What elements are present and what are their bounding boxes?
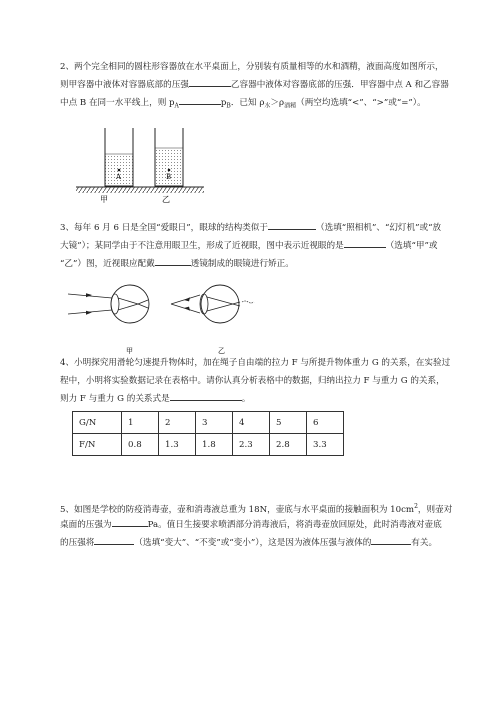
- q2-line-2: [60, 76, 470, 94]
- q2-answer-blank-1[interactable]: [189, 76, 231, 87]
- table-cell: 2.8: [270, 434, 307, 456]
- q3-text-2b: （选填“甲”或: [385, 241, 438, 251]
- q4-line-1: [60, 354, 470, 372]
- q2-text-2b: 乙容器中液体对容器底部的压强．甲容器中点 A 和乙容器: [230, 80, 449, 90]
- q3-answer-blank-3[interactable]: [155, 255, 191, 266]
- table-row: [73, 412, 344, 434]
- q2-sub-b: B: [226, 102, 231, 110]
- q3-label-yi: 乙: [218, 347, 225, 355]
- q3-label-jia: 甲: [126, 347, 133, 355]
- q5-text-2b: Pa。值日生接要求喷洒部分消毒液后，将消毒壶放回原处，此时消毒液对壶底: [147, 520, 442, 530]
- q2-text-3e: （两空均选填“<”、“>”或“=”）。: [296, 98, 426, 108]
- q2-text-2a: 则甲容器中液体对容器底部的压强: [60, 80, 189, 90]
- q3-answer-blank-1[interactable]: [268, 219, 316, 230]
- table-header-g: G/N: [73, 412, 122, 434]
- q4-line-2: [60, 372, 470, 390]
- q2-label-yi: 乙: [162, 195, 170, 204]
- q5-text-1b: ，则壶对: [417, 504, 453, 515]
- q2-text-3b: p: [220, 98, 227, 108]
- q4-answer-blank[interactable]: [170, 390, 242, 401]
- q2-label-jia: 甲: [100, 195, 108, 204]
- q3-text-2a: 大镜”）；某同学由于不注意用眼卫生，形成了近视眼，图中表示近视眼的是: [60, 241, 344, 251]
- q5-text-3c: 有关。: [411, 538, 438, 548]
- q5-answer-blank-2[interactable]: [94, 534, 134, 545]
- q2-point-b: [168, 169, 171, 172]
- table-header-f: F/N: [73, 434, 122, 456]
- table-cell: 2: [159, 412, 196, 434]
- table-cell: 5: [270, 412, 307, 434]
- q2-line-1: [60, 58, 470, 76]
- table-cell: 6: [307, 412, 344, 434]
- q4-text-3b: 。: [241, 394, 251, 404]
- table-cell: 2.3: [233, 434, 270, 456]
- q5-text-1a: 5、如图是学校的防疫消毒壶，壶和消毒液总重为 18N，壶底与水平桌面的接触面积为 10cm: [60, 504, 415, 515]
- q5-sup: 2: [414, 503, 418, 510]
- q3-text-1b: （选填“照相机”、“幻灯机”或“放: [316, 223, 442, 233]
- q4-text-3a: 则力 F 与重力 G 的关系式是: [60, 394, 170, 404]
- q3-eye-figure: [68, 285, 298, 360]
- q2-text-1: 2、两个完全相同的圆柱形容器放在水平桌面上，分别装有质量相等的水和酒精，液面高度如图所示，: [60, 62, 444, 72]
- q3-text-3a: “乙”）图，近视眼应配戴: [60, 259, 155, 269]
- table-cell: 0.8: [122, 434, 159, 456]
- q5-text-2a: 桌面的压强为: [60, 520, 112, 530]
- q3-line-3: [60, 255, 470, 273]
- table-cell: 3.3: [307, 434, 344, 456]
- table-cell: 1.3: [159, 434, 196, 456]
- q3-eye-jia: [68, 285, 149, 355]
- q5-line-3: [60, 534, 470, 552]
- q3-eye-yi: [171, 285, 254, 355]
- q2-sub-a: A: [174, 102, 179, 110]
- table-row: [73, 434, 344, 456]
- q3-text-1a: 3、每年 6 月 6 日是全国“爱眼日”，眼球的结构类似于: [60, 223, 268, 233]
- q5-line-2: [60, 516, 470, 534]
- q4-text-2: 程中，小明将实验数据记录在表格中。请你认真分析表格中的数据，归纳出拉力 F 与重力 G 的关系，: [60, 376, 445, 386]
- q2-sub-alcohol: 酒精: [284, 102, 297, 110]
- q2-point-a: [118, 169, 121, 172]
- q5-text-3b: （选填“变大”、“不变”或“变小”），这是因为液体压强与液体的: [134, 538, 372, 548]
- q3-line-2: [60, 237, 470, 255]
- q2-table-hatch: [76, 187, 204, 193]
- q2-label-b: B: [166, 173, 172, 181]
- q3-line-1: [60, 219, 470, 237]
- q2-sub-water: 水: [264, 102, 271, 110]
- q3-text-3b: 透镜制成的眼镜进行矫正。: [190, 259, 294, 269]
- table-cell: 1.8: [196, 434, 233, 456]
- q2-line-3: [60, 94, 470, 116]
- q2-text-3d: ＞ρ: [270, 98, 285, 108]
- q5-answer-blank-3[interactable]: [371, 534, 411, 545]
- q2-text-3c: ．已知 ρ: [230, 98, 265, 108]
- table-cell: 4: [233, 412, 270, 434]
- q3-answer-blank-2[interactable]: [344, 237, 386, 248]
- q2-text-3a: 中点 B 在同一水平线上，则 p: [60, 98, 175, 108]
- q4-data-table: [72, 411, 344, 456]
- q4-text-1: 4、小明探究用滑轮匀速提升物体时，加在绳子自由端的拉力 F 与所提升物体重力 G 的关系，在实验过: [60, 358, 451, 368]
- q5-text-3a: 的压强将: [60, 538, 95, 548]
- q2-answer-blank-2[interactable]: [179, 94, 221, 105]
- q4-line-3: [60, 390, 470, 408]
- q2-containers-figure: [68, 125, 208, 205]
- table-cell: 3: [196, 412, 233, 434]
- q5-answer-blank-1[interactable]: [112, 516, 148, 527]
- table-cell: 1: [122, 412, 159, 434]
- q2-label-a: A: [116, 173, 122, 181]
